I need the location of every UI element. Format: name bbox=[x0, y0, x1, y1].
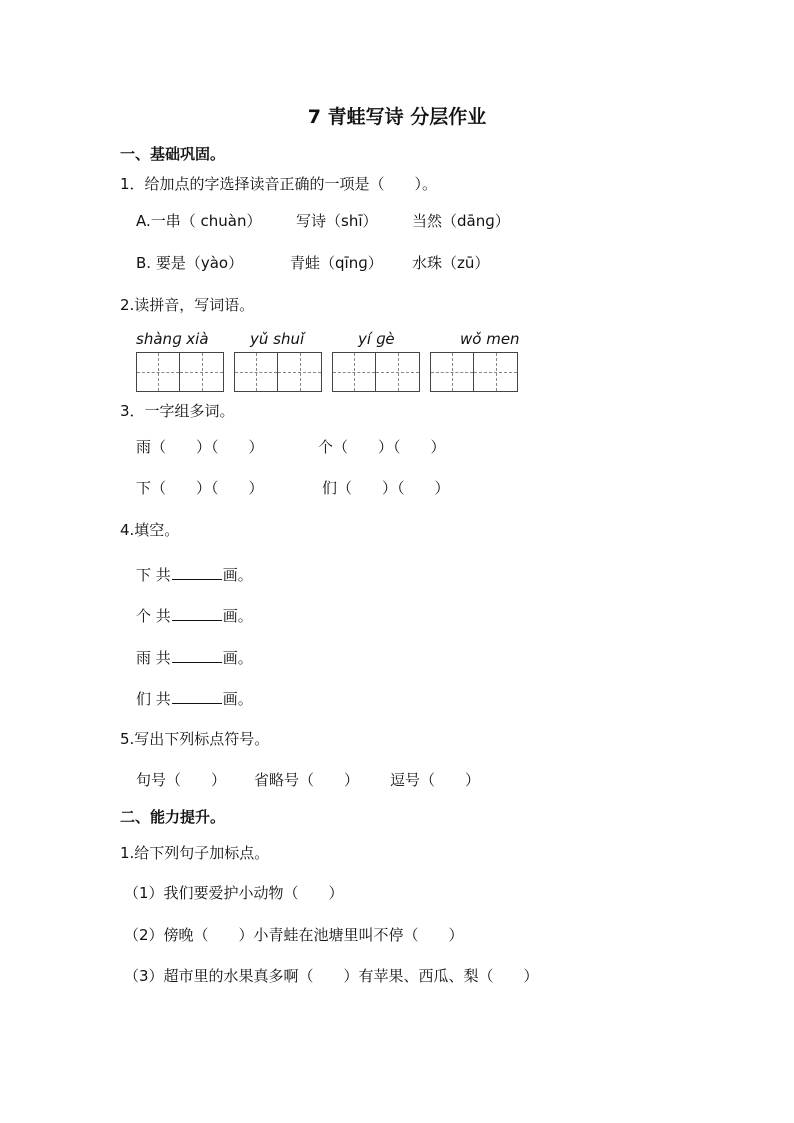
q1-option-a-1: A.一串（ chuàn） bbox=[136, 212, 262, 230]
q4-end: 画。 bbox=[222, 690, 253, 708]
q4-char: 下 bbox=[136, 566, 152, 584]
q4-item bbox=[136, 606, 253, 624]
q4-item bbox=[136, 565, 253, 583]
q4-mid: 共 bbox=[151, 607, 171, 625]
section-2-heading: 二、能力提升。 bbox=[120, 808, 226, 826]
s2-sentence-2: （2）傍晚（ ）小青蛙在池塘里叫不停（ ） bbox=[124, 926, 464, 944]
writing-cell[interactable] bbox=[180, 352, 224, 392]
fill-blank[interactable] bbox=[172, 606, 222, 621]
writing-grid-4[interactable] bbox=[430, 352, 518, 394]
q1-option-b-3: 水珠（zū） bbox=[412, 254, 490, 272]
pinyin-3: yí ɡè bbox=[358, 330, 395, 348]
q3-row1-left: 雨（ ）（ ） bbox=[136, 438, 264, 456]
q1-option-b-1: B. 要是（yào） bbox=[136, 254, 244, 272]
writing-cell[interactable] bbox=[430, 352, 474, 392]
q4-mid: 共 bbox=[151, 566, 171, 584]
q4-end: 画。 bbox=[222, 607, 253, 625]
page-title: 7 青蛙写诗 分层作业 bbox=[307, 106, 487, 128]
q3-row2-right: 们（ ）（ ） bbox=[322, 479, 450, 497]
s2-q1-stem: 1.给下列句子加标点。 bbox=[120, 844, 270, 862]
pinyin-1: shànɡ xià bbox=[136, 330, 209, 348]
q3-row2-left: 下（ ）（ ） bbox=[136, 479, 264, 497]
writing-cell[interactable] bbox=[278, 352, 322, 392]
writing-grid-3[interactable] bbox=[332, 352, 420, 394]
s2-sentence-1: （1）我们要爱护小动物（ ） bbox=[124, 884, 344, 902]
q5-stem: 5.写出下列标点符号。 bbox=[120, 730, 270, 748]
q4-char: 雨 bbox=[136, 649, 152, 667]
writing-cell[interactable] bbox=[234, 352, 278, 392]
q3-stem: 3．一字组多词。 bbox=[120, 402, 235, 420]
q4-item bbox=[136, 648, 253, 666]
q1-option-a-2: 写诗（shī） bbox=[296, 212, 378, 230]
writing-cell[interactable] bbox=[474, 352, 518, 392]
s2-sentence-3: （3）超市里的水果真多啊（ ）有苹果、西瓜、梨（ ） bbox=[124, 967, 539, 985]
q4-end: 画。 bbox=[222, 566, 253, 584]
q4-char: 个 bbox=[136, 607, 152, 625]
q1-option-a-3: 当然（dānɡ） bbox=[412, 212, 510, 230]
q4-end: 画。 bbox=[222, 649, 253, 667]
pinyin-2: yǔ shuǐ bbox=[250, 330, 305, 348]
q4-mid: 共 bbox=[151, 649, 171, 667]
q2-stem: 2.读拼音，写词语。 bbox=[120, 296, 255, 314]
q4-item bbox=[136, 689, 253, 707]
writing-grid-2[interactable] bbox=[234, 352, 322, 394]
q4-mid: 共 bbox=[151, 690, 171, 708]
q4-stem: 4.填空。 bbox=[120, 521, 180, 539]
fill-blank[interactable] bbox=[172, 565, 222, 580]
q4-char: 们 bbox=[136, 690, 152, 708]
q3-row1-right: 个（ ）（ ） bbox=[318, 438, 446, 456]
section-1-heading: 一、基础巩固。 bbox=[120, 145, 226, 163]
q5-item-ellipsis: 省略号（ ） bbox=[254, 771, 360, 789]
writing-cell[interactable] bbox=[376, 352, 420, 392]
pinyin-4: wǒ men bbox=[460, 330, 520, 348]
writing-grid-1[interactable] bbox=[136, 352, 224, 394]
q5-item-comma: 逗号（ ） bbox=[390, 771, 481, 789]
writing-cell[interactable] bbox=[136, 352, 180, 392]
fill-blank[interactable] bbox=[172, 689, 222, 704]
fill-blank[interactable] bbox=[172, 648, 222, 663]
q5-item-period: 句号（ ） bbox=[136, 771, 227, 789]
writing-cell[interactable] bbox=[332, 352, 376, 392]
q1-option-b-2: 青蛙（qīnɡ） bbox=[290, 254, 383, 272]
q1-stem: 1．给加点的字选择读音正确的一项是（ ）。 bbox=[120, 175, 438, 193]
